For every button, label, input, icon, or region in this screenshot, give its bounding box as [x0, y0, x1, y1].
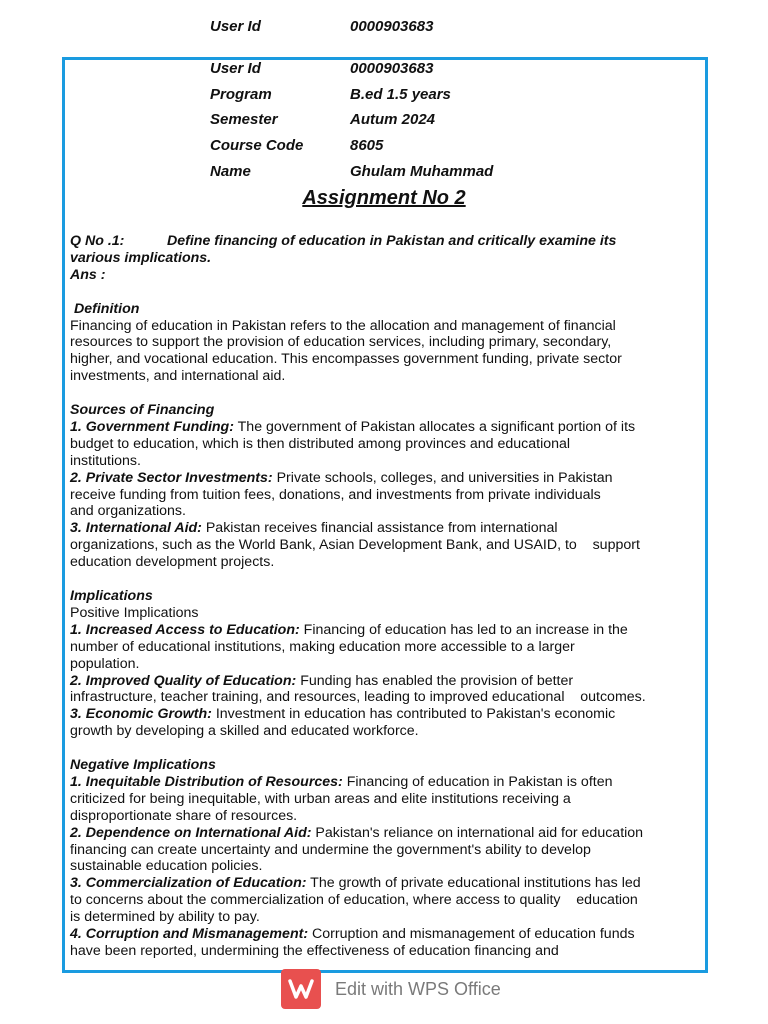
source-text: receive funding from tuition fees, donations, and investments from private individuals	[70, 486, 601, 503]
document-body	[70, 233, 706, 960]
negative-item	[70, 774, 706, 791]
negative-label: 1. Inequitable Distribution of Resources:	[70, 773, 343, 790]
positive-text: population.	[70, 655, 140, 672]
positive-text: number of educational institutions, making education more accessible to a larger	[70, 638, 575, 655]
negative-label: 2. Dependence on International Aid:	[70, 824, 312, 841]
info-value: 0000903683	[350, 60, 434, 77]
source-label: 3. International Aid:	[70, 520, 202, 537]
info-value: Autum 2024	[350, 111, 436, 129]
positive-label: 3. Economic Growth:	[70, 706, 212, 723]
top-user-id-value: 0000903683	[350, 18, 434, 35]
negative-item	[70, 875, 706, 892]
positive-text: Investment in education has contributed to Pakistan's economic	[211, 706, 616, 723]
negative-text: Financing of education in Pakistan is often	[342, 773, 613, 790]
positive-text: growth by developing a skilled and educated workforce.	[70, 723, 419, 740]
negative-label: 3. Commercialization of Education:	[70, 875, 307, 892]
info-label: Course Code	[210, 137, 304, 155]
negative-heading: Negative Implications	[70, 757, 216, 774]
info-label: Semester	[210, 111, 278, 129]
answer-label: Ans :	[70, 266, 106, 283]
wps-watermark[interactable]	[281, 968, 501, 1010]
negative-text: Corruption and mismanagement of education funds	[308, 926, 635, 943]
negative-text: The growth of private educational institutions has led	[306, 875, 641, 892]
source-text: budget to education, which is then distributed among provinces and educational	[70, 435, 571, 452]
top-user-id-label: User Id	[210, 18, 261, 35]
definition-line: resources to support the provision of education services, including primary, secondary,	[70, 334, 612, 351]
positive-item	[70, 622, 706, 639]
question-line	[70, 233, 706, 250]
wps-watermark-text: Edit with WPS Office	[335, 978, 501, 999]
source-label: 1. Government Funding:	[70, 418, 234, 435]
info-value: Ghulam Muhammad	[350, 162, 494, 180]
assignment-title: Assignment No 2	[302, 187, 466, 209]
info-label: Name	[210, 162, 251, 180]
positive-heading: Positive Implications	[70, 604, 199, 621]
definition-line: Financing of education in Pakistan refers to the allocation and management of financial	[70, 317, 616, 334]
negative-label: 4. Corruption and Mismanagement:	[70, 926, 309, 943]
negative-text: have been reported, undermining the effectiveness of education financing and	[70, 943, 559, 959]
source-item	[70, 419, 706, 436]
question-text-cont: various implications.	[70, 249, 212, 266]
definition-line: higher, and vocational education. This encompasses government funding, private sector	[70, 351, 622, 368]
source-text: Private schools, colleges, and universities in Pakistan	[272, 469, 613, 486]
negative-item	[70, 926, 706, 943]
info-value: B.ed 1.5 years	[350, 85, 451, 103]
definition-heading: Definition	[74, 300, 140, 317]
negative-text: sustainable education policies.	[70, 858, 263, 875]
positive-text: Financing of education has led to an increase in the	[299, 621, 628, 638]
negative-text: Pakistan's reliance on international aid for education	[311, 824, 644, 841]
source-text: institutions.	[70, 452, 141, 469]
source-text: The government of Pakistan allocates a significant portion of its	[233, 418, 636, 435]
info-label: Program	[210, 85, 272, 103]
positive-label: 1. Increased Access to Education:	[70, 621, 300, 638]
source-item	[70, 520, 706, 537]
negative-text: to concerns about the commercialization of education, where access to quality education	[70, 892, 638, 909]
positive-text: infrastructure, teacher training, and resources, leading to improved educational outcomes.	[70, 689, 646, 706]
question-number: Q No .1:	[70, 233, 125, 249]
positive-text: Funding has enabled the provision of better	[296, 672, 574, 689]
positive-item	[70, 706, 706, 723]
question-text: Define financing of education in Pakistan and critically examine its	[167, 233, 617, 249]
positive-item	[70, 673, 706, 690]
negative-text: disproportionate share of resources.	[70, 807, 298, 824]
negative-item	[70, 825, 706, 842]
source-text: and organizations.	[70, 503, 186, 520]
wps-logo-icon	[281, 969, 321, 1009]
negative-text: criticized for being inequitable, with urban areas and elite institutions receiving a	[70, 790, 571, 807]
info-value: 8605	[350, 137, 384, 155]
source-label: 2. Private Sector Investments:	[70, 469, 273, 486]
source-item	[70, 470, 706, 487]
source-text: education development projects.	[70, 554, 275, 571]
positive-label: 2. Improved Quality of Education:	[70, 672, 297, 689]
source-text: organizations, such as the World Bank, Asian Development Bank, and USAID, to support	[70, 537, 640, 554]
sources-heading: Sources of Financing	[70, 402, 215, 419]
source-text: Pakistan receives financial assistance from international	[201, 520, 558, 537]
definition-line: investments, and international aid.	[70, 368, 286, 385]
negative-text: is determined by ability to pay.	[70, 909, 260, 926]
info-label: User Id	[210, 60, 261, 77]
negative-text: financing can create uncertainty and undermine the government's ability to develop	[70, 841, 591, 858]
implications-heading: Implications	[70, 587, 153, 604]
